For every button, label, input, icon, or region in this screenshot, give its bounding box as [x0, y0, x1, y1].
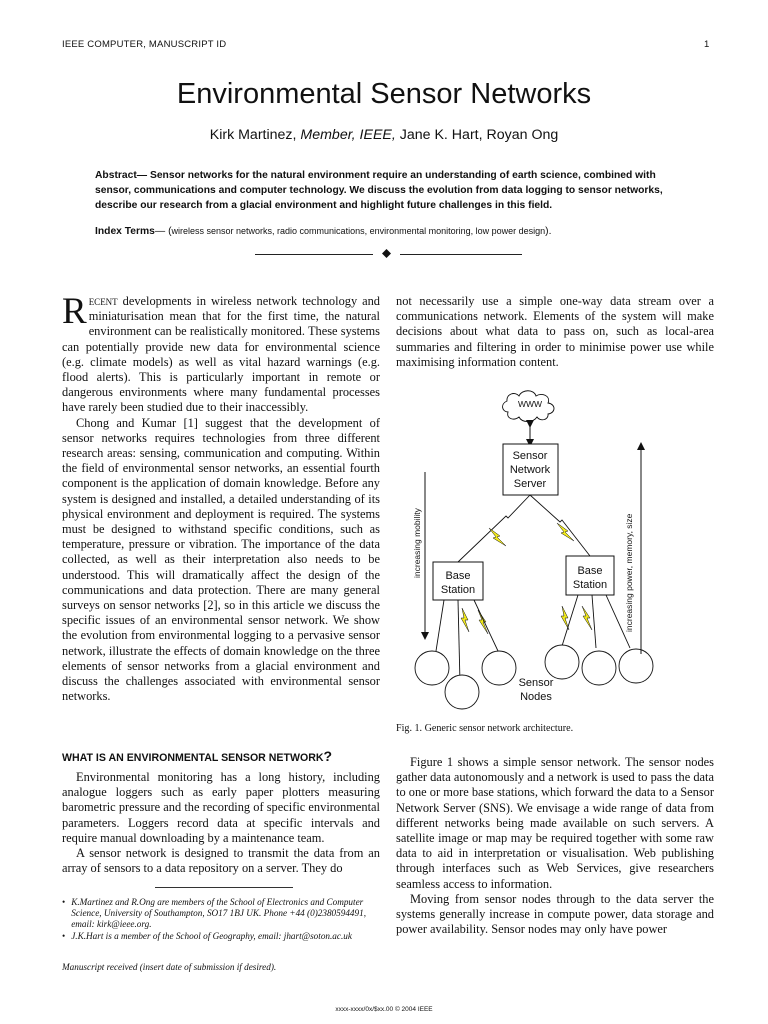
separator-diamond-icon — [382, 249, 391, 258]
link-base-node — [458, 600, 460, 683]
index-terms-list: wireless sensor networks, radio communications, environmental monitoring, low power design — [171, 226, 546, 236]
paragraph-2: Chong and Kumar [1] suggest that the development of sensor networks requires technologies from three different research areas: sensing, communication and computing. Within the field of environmental sensor networks, an essential fourth component is the application of domain knowledge. Before any system is designed and installed, a detailed understanding of its physical environment and deployment is required. The systems must be designed to withstand specific conditions, such as temperature, pressure or vibration. The importance of the data collected, as well as their interpretation also needs to be understood. This will dramatically affect the design of the communications and data protection. There are many general surveys on sensor networks [2], so in this article we discuss the specific issues of an environmental sensor network. We show the evolution from environmental logging to a pervasive sensor network, illustrate the effects of domain knowledge on the three elements of sensor networks from a glacial environment and discuss the challenges associated with environmental sensor networks. — [62, 415, 380, 704]
sensor-node — [482, 651, 516, 685]
author-names-2: Jane K. Hart, Royan Ong — [395, 127, 559, 143]
page-number: 1 — [704, 39, 710, 50]
www-label: WWW — [517, 399, 543, 409]
server-label-line-3: Server — [513, 478, 547, 490]
author-list — [0, 127, 768, 143]
nodes-label-line-1: Sensor — [518, 677, 554, 689]
index-terms-label: Index Terms — [95, 226, 155, 237]
separator-line-left — [255, 254, 373, 255]
footnote-text: J.K.Hart is a member of the School of Geography, email: jhart@soton.ac.uk — [71, 930, 352, 941]
footnotes — [62, 897, 380, 942]
sensor-node — [582, 651, 616, 685]
intro-smallcaps: ecent — [88, 294, 118, 308]
intro-paragraph — [62, 291, 380, 416]
paper-title: Environmental Sensor Networks — [176, 78, 592, 110]
sensor-node — [415, 651, 449, 685]
abstract-label: Abstract — [95, 170, 137, 181]
paragraph-3: Environmental monitoring has a long history, including analogue loggers such as early paper plotters measuring barometric pressure and the recording of specific environmental parameters. Loggers record data at specific intervals and require manual downloading by a maintenance team. — [62, 770, 380, 845]
right-paragraph-1: not necessarily use a simple one-way data stream over a communications network. Elements of the system will make decisions about what data to pass on, such as local-area summaries and filtering in order to minimise power use while maximising information content. — [396, 294, 714, 369]
body-column-left-bottom — [62, 770, 380, 876]
footnote-item — [62, 897, 380, 931]
server-label-line-1: Sensor — [512, 450, 548, 462]
link-base-node — [436, 600, 444, 651]
figure-caption: Fig. 1. Generic sensor network architecture. — [396, 723, 574, 734]
section-heading — [62, 748, 332, 764]
copyright-line: xxxx-xxxx/0x/$xx.00 © 2004 IEEE — [335, 1006, 433, 1013]
bullet-icon: • — [62, 897, 66, 907]
sensor-node — [445, 675, 479, 709]
index-terms-close: ). — [545, 226, 552, 237]
section-heading-question: ? — [323, 748, 333, 764]
index-terms — [95, 224, 695, 239]
link-server-base-left — [458, 495, 530, 562]
sensor-node — [619, 649, 653, 683]
base-left-label-line-2: Station — [440, 584, 476, 596]
base-left-label-line-1: Base — [445, 570, 471, 582]
power-axis-label: increasing power, memory, size — [624, 513, 634, 632]
section-heading-text: WHAT IS AN ENVIRONMENTAL SENSOR NETWORK — [62, 752, 324, 764]
right-paragraph-2: Figure 1 shows a simple sensor network. The sensor nodes gather data autonomously and a network is used to pass the data to one or more base stations, which forward the data to a Sensor Network Server (SNS). We envisage a wide range of data from different networks being made available on such servers. A satellite image or map may be required together with some raw data to aid in interpretation or visualisation. Web publishing through interfaces such as Web Services, give researchers seamless access to information. — [396, 755, 714, 891]
mobility-axis-label: increasing mobility — [412, 508, 422, 578]
intro-text: developments in wireless network technology and miniaturisation mean that for the first time, the natural environment can be realistically monitored. These systems can potentially provide new data for environmental science (e.g. climate models) as well as vital hazard warnings (e.g. flood alerts). This is particularly important in remote or dangerous environments where many fundamental processes have rarely been studied due to their inaccessibly. — [62, 294, 380, 415]
footnote-text: K.Martinez and R.Ong are members of the School of Electronics and Computer Science, University of Southampton, SO17 1BJ UK. Phone +44 (0)2380594491, email: kirk@ieee.org. — [71, 897, 367, 930]
author-role: Member, IEEE, — [300, 127, 396, 143]
author-names-1: Kirk Martinez, — [209, 127, 301, 143]
abstract-dash: — — [136, 170, 150, 181]
abstract — [95, 168, 685, 213]
bullet-icon: • — [62, 930, 66, 941]
body-column-left-top — [62, 291, 380, 704]
server-label-line-2: Network — [509, 464, 551, 476]
paragraph-4: A sensor network is designed to transmit the data from an array of sensors to a data repository on a server. They do — [62, 846, 380, 876]
right-paragraph-3: Moving from sensor nodes through to the data server the systems generally increase in compute power, data storage and power availability. Sensor nodes may only have power — [396, 891, 714, 937]
running-header: IEEE COMPUTER, MANUSCRIPT ID — [62, 39, 227, 50]
body-column-right-top — [396, 294, 714, 370]
abstract-text: Sensor networks for the natural environment require an understanding of earth science, combined with sensor, communications and computer technology. We discuss the evolution from data logging to sensor networks, describe our research from a glacial environment and highlight future challenges in this field. — [95, 170, 663, 211]
base-right-label-line-2: Station — [572, 579, 608, 591]
figure-network-diagram — [396, 386, 714, 716]
sensor-node — [545, 645, 579, 679]
body-column-right-bottom — [396, 755, 714, 937]
base-right-label-line-1: Base — [577, 565, 603, 577]
link-base-node — [474, 600, 498, 651]
separator-line-right — [400, 254, 522, 255]
footnote-item — [62, 931, 380, 942]
link-base-node — [592, 595, 596, 648]
drop-cap: R — [62, 291, 87, 332]
index-terms-open: — ( — [154, 226, 172, 237]
footnote-rule — [155, 887, 293, 888]
manuscript-note: Manuscript received (insert date of submission if desired). — [62, 962, 277, 972]
nodes-label-line-2: Nodes — [520, 691, 552, 703]
